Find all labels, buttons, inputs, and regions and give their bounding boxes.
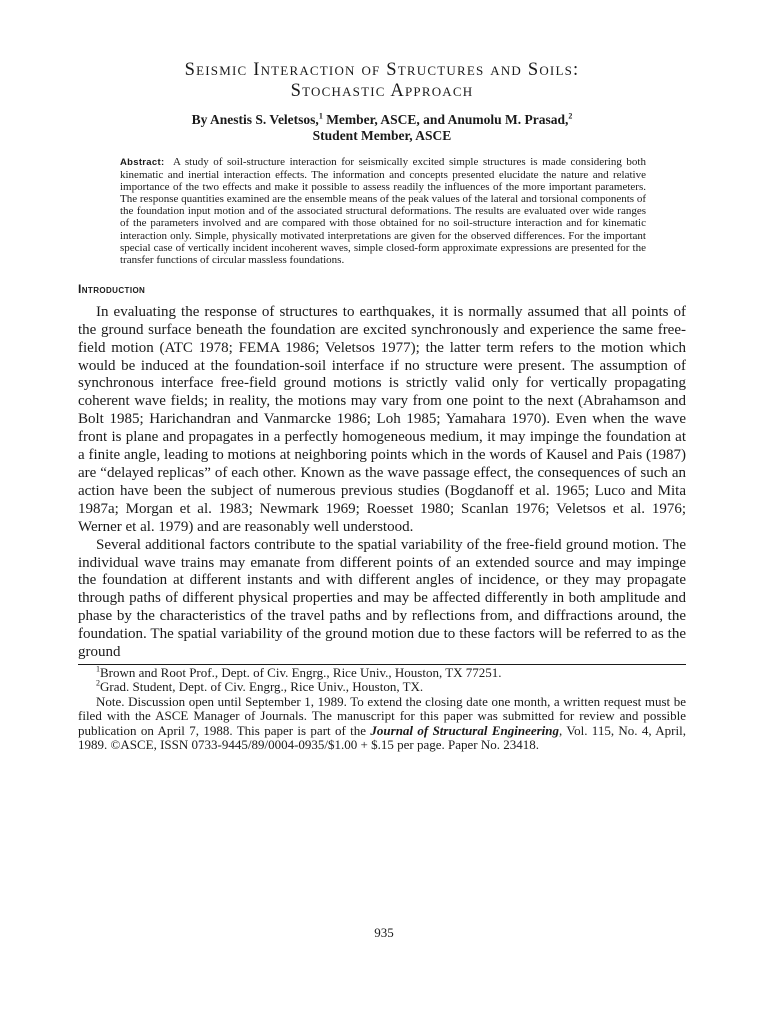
author-block [78,112,686,144]
section-heading-introduction: Introduction [78,281,146,296]
page-number: 935 [374,925,394,940]
author-footnote-mark-1: 1 [318,111,323,121]
footnote-1-text: Brown and Root Prof., Dept. of Civ. Engrg., Rice Univ., Houston, TX 77251. [100,664,502,680]
abstract-label: Abstract: [120,157,165,168]
title-line-2: Stochastic Approach [290,81,474,101]
footnote-1-mark: 1 [96,664,100,674]
intro-paragraph-2: Several additional factors contribute to the spatial variability of the free-field ground motion. The individual wave trains may emanate from different points of an extended source and may impinge the foundation at different instants and with different angles of incidence, or they may propagate through paths of different physical properties and may be affected differently in both amplitude and phase by the characteristics of the travel paths and by reflections from, and diffractions around, the foundation. The spatial variability of the ground motion due to these factors will be referred to as the ground [78,536,686,661]
paper-page [78,60,686,752]
author-veletsos: By Anestis S. Veletsos, [191,112,319,127]
intro-paragraph-1: In evaluating the response of structures to earthquakes, it is normally assumed that all points of the ground surface beneath the foundation are excited synchronously and experience the same free-field motion (ATC 1978; FEMA 1986; Veletsos 1977); the latter term refers to the motion which would be induced at the foundation-soil interface if no structure were present. The assumption of synchronous interface free-field ground motions is strictly valid only for vertically propagating coherent wave fields; in reality, the motions may vary from one point to the next (Abrahamson and Bolt 1985; Harichandran and Vanmarcke 1986; Loh 1985; Yamahara 1970). Even when the wave front is plane and propagates in a perfectly homogeneous medium, it may impinge the foundation at a finite angle, leading to motions at neighboring points which in the words of Kausel and Pais (1987) are “delayed replicas” of each other. Known as the wave passage effect, the consequences of such an action have been the subject of numerous previous studies (Bogdanoff et al. 1965; Luco and Mita 1987a; Morgan et al. 1983; Newmark 1969; Roesset 1980; Scanlan 1976; Veletsos et al. 1976; Werner et al. 1979) and are reasonably well understood. [78,303,686,535]
title-line-1: Seismic Interaction of Structures and Soils: [184,60,580,80]
note-text-b: , Vol. 115, No. 4, April, 1989. ©ASCE, ISSN 0733-9445/89/0004-0935/$1.00 + $.15 per page. Paper No. 23418. [78,722,686,752]
author-footnote-mark-2: 2 [568,111,573,121]
footnote-2-mark: 2 [96,679,100,689]
footnotes [78,666,686,752]
paper-title [78,60,686,102]
footnote-2-text: Grad. Student, Dept. of Civ. Engrg., Rice Univ., Houston, TX. [100,679,424,695]
abstract [120,156,646,266]
journal-name: Journal of Structural Engineering [370,722,560,738]
footnote-2 [78,680,686,694]
footnote-note [78,695,686,753]
author-line-2: Student Member, ASCE [312,128,452,143]
author-prasad: Member, ASCE, and Anumolu M. Prasad, [322,112,569,127]
note-text-a: Note. Discussion open until September 1, 1989. To extend the closing date one month, a written request must be filed with the ASCE Manager of Journals. The manuscript for this paper was submitted for review and possible publication on April 7, 1988. This paper is part of the [78,693,686,738]
abstract-text: A study of soil-structure interaction for seismically excited simple structures is made considering both kinematic and inertial interaction effects. The information and concepts presented elucidate the nature and relative importance of the two effects and make it possible to assess readily the influences of the more important parameters. The response quantities examined are the ensemble means of the peak values of the lateral and torsional components of the foundation input motion and of the associated structural deformations. The results are evaluated over wide ranges of the parameters involved and are compared with those obtained for no soil-structure interaction and for kinematic interaction only. Simple, physically motivated interpretations are given for the observed differences. For the important special case of vertically incident incoherent waves, simple closed-form approximate expressions are presented for the transfer functions of circular massless foundations. [120,156,646,266]
author-line-1 [78,112,686,128]
